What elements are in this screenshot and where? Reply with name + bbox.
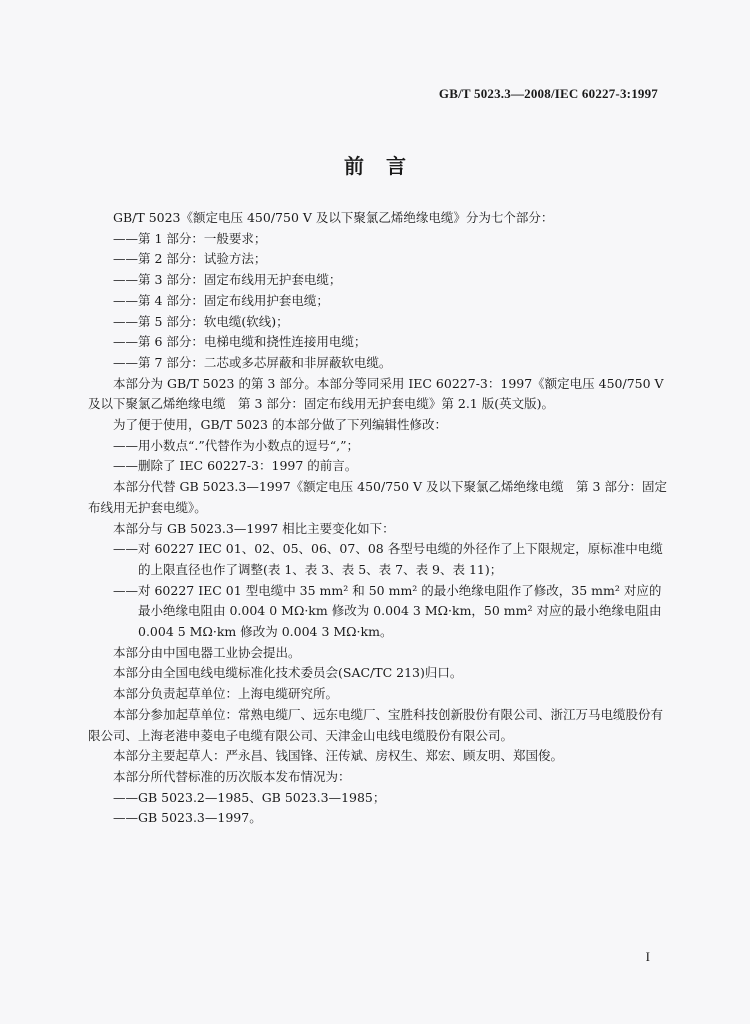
proposed-by: 本部分由中国电器工业协会提出。 (113, 644, 301, 660)
editorial-intro: 为了便于使用，GB/T 5023 的本部分做了下列编辑性修改： (113, 417, 447, 433)
drafting-unit: 本部分负责起草单位：上海电缆研究所。 (113, 686, 339, 702)
part-list-item: ——第 5 部分：软电缆(软线)； (113, 313, 289, 329)
foreword-body (88, 208, 673, 829)
standard-code: GB/T 5023.3—2008/IEC 60227-3:1997 (438, 86, 658, 101)
drafters: 本部分主要起草人：严永昌、钱国锋、汪传斌、房权生、郑宏、顾友明、郑国俊。 (113, 748, 564, 764)
part-list-item: ——第 4 部分：固定布线用护套电缆； (113, 292, 329, 308)
change-item: ——对 60227 IEC 01 型电缆中 35 mm² 和 50 mm² 的最小绝缘电阻作了修改，35 mm² 对应的最小绝缘电阻由 0.004 0 MΩ·km 修改为 0.004 3 MΩ·km，50 mm² 对应的最小绝缘电阻由 0.004 5 MΩ·km 修改为 0.004 3 MΩ·km。 (113, 582, 662, 640)
part-list-item: ——第 7 部分：二芯或多芯屏蔽和非屏蔽软电缆。 (113, 354, 392, 370)
intro-paragraph: GB/T 5023《额定电压 450/750 V 及以下聚氯乙烯绝缘电缆》分为七个部分： (113, 210, 554, 225)
page-number: I (645, 949, 650, 964)
replaces-paragraph: 本部分代替 GB 5023.3—1997《额定电压 450/750 V 及以下聚氯乙烯绝缘电缆 第 3 部分：固定布线用无护套电缆》。 (88, 479, 667, 515)
editorial-change-item: ——删除了 IEC 60227-3：1997 的前言。 (113, 458, 358, 474)
changes-intro: 本部分与 GB 5023.3—1997 相比主要变化如下： (113, 520, 395, 536)
editorial-change-item: ——用小数点“.”代替作为小数点的逗号“,”； (113, 437, 360, 453)
part-list-item: ——第 6 部分：电梯电缆和挠性连接用电缆； (113, 334, 367, 350)
part-list-item: ——第 1 部分：一般要求； (113, 230, 267, 246)
history-item: ——GB 5023.2—1985、GB 5023.3—1985； (113, 789, 386, 805)
change-item: ——对 60227 IEC 01、02、05、06、07、08 各型号电缆的外径作了上下限规定，原标准中电缆的上限直径也作了调整(表 1、表 3、表 5、表 7、表 9、表 11)； (113, 541, 663, 577)
part-list-item: ——第 2 部分：试验方法； (113, 251, 267, 267)
participating-units: 本部分参加起草单位：常熟电缆厂、远东电缆厂、宝胜科技创新股份有限公司、浙江万马电缆股份有限公司、上海老港申菱电子电缆有限公司、天津金山电线电缆股份有限公司。 (88, 706, 664, 743)
equivalence-paragraph: 本部分为 GB/T 5023 的第 3 部分。本部分等同采用 IEC 60227-3：1997《额定电压 450/750 V 及以下聚氯乙烯绝缘电缆 第 3 部分：固定布线用无护套电缆》第 2.1 版(英文版)。 (88, 375, 664, 412)
page-title: 前言 (344, 154, 428, 178)
history-intro: 本部分所代替标准的历次版本发布情况为： (113, 768, 351, 784)
history-item: ——GB 5023.3—1997。 (113, 810, 262, 826)
part-list-item: ——第 3 部分：固定布线用无护套电缆； (113, 272, 342, 288)
managed-by: 本部分由全国电线电缆标准化技术委员会(SAC/TC 213)归口。 (113, 665, 463, 681)
